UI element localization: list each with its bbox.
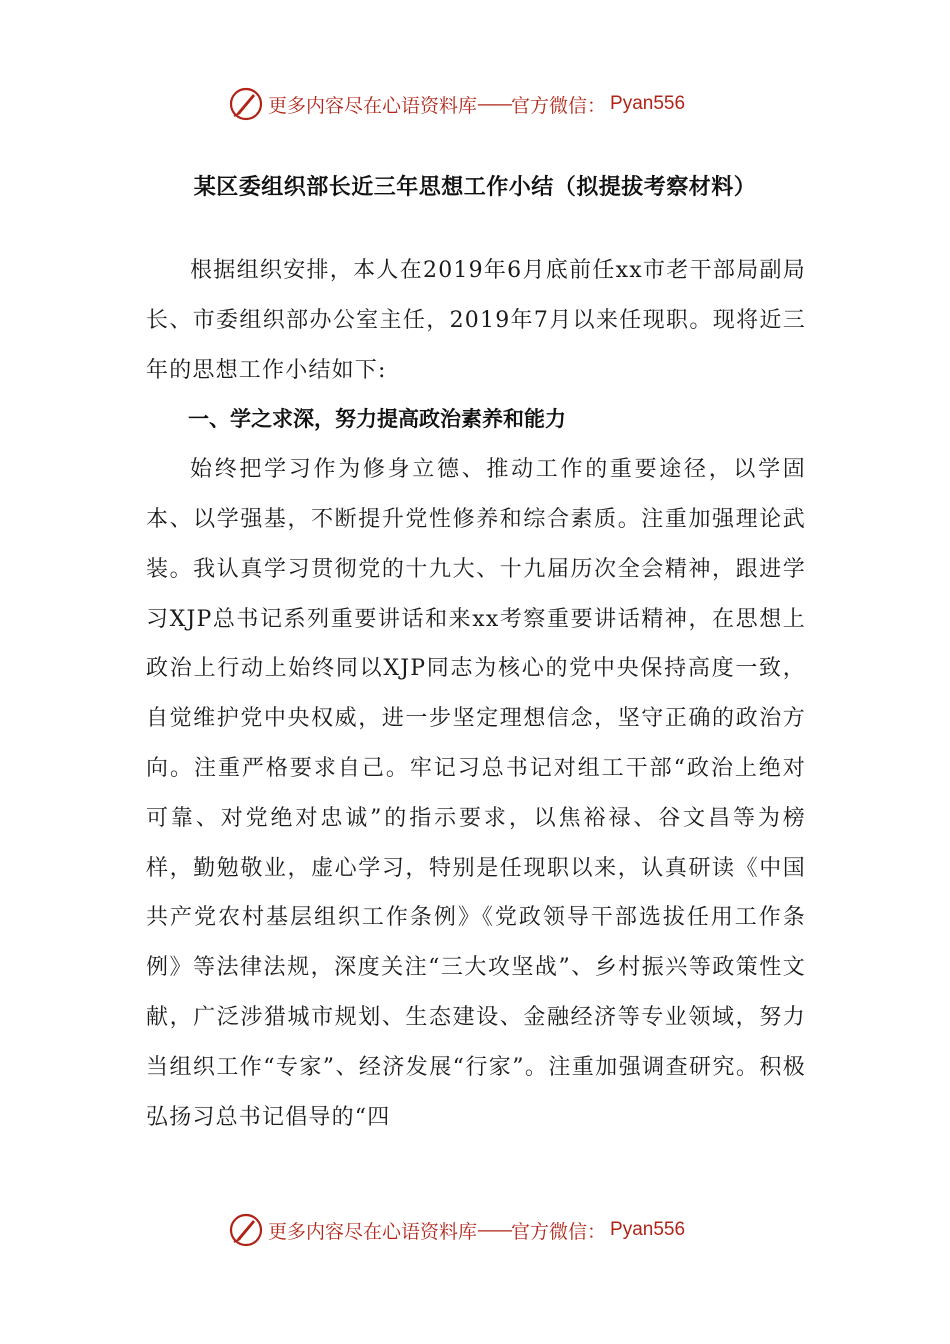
watermark-id: Pyan556 — [610, 93, 686, 114]
intro-paragraph: 根据组织安排，本人在2019年6月底前任xx市老干部局副局长、市委组织部办公室主任，2019年7月以来任现职。现将近三年的思想工作小结如下: — [146, 258, 806, 383]
quill-logo-icon — [228, 1212, 264, 1248]
watermark-contact: 官方微信： — [511, 1220, 607, 1243]
watermark-text: 更多内容尽在心语资料库 — [268, 94, 478, 117]
quill-logo-icon — [228, 86, 264, 122]
watermark-id: Pyan556 — [610, 1219, 686, 1240]
watermark-separator: —— — [477, 93, 512, 115]
document-title: 某区委组织部长近三年思想工作小结（拟提拔考察材料） — [193, 175, 757, 200]
document-body — [146, 246, 806, 1142]
section-heading: 一、学之求深，努力提高政治素养和能力 — [188, 407, 566, 432]
footer-watermark — [228, 1210, 685, 1250]
watermark-separator: —— — [477, 1219, 512, 1241]
header-watermark — [228, 84, 685, 124]
section-paragraph: 始终把学习作为修身立德、推动工作的重要途径，以学固本、以学强基，不断提升党性修养和综合素质。注重加强理论武装。我认真学习贯彻党的十九大、十九届历次全会精神，跟进学习XJP总书记系列重要讲话和来xx考察重要讲话精神，在思想上政治上行动上始终同以XJP同志为核心的党中央保持高度一致，自觉维护党中央权威，进一步坚定理想信念，坚守正确的政治方向。注重严格要求自己。牢记习总书记对组工干部“政治上绝对可靠、对党绝对忠诚”的指示要求，以焦裕禄、谷文昌等为榜样，勤勉敬业，虚心学习，特别是任现职以来，认真研读《中国共产党农村基层组织工作条例》《党政领导干部选拔任用工作条例》等法律法规，深度关注“三大攻坚战”、乡村振兴等政策性文献，广泛涉猎城市规划、生态建设、金融经济等专业领域，努力当组织工作“专家”、经济发展“行家”。注重加强调查研究。积极弘扬习总书记倡导的“四 — [146, 457, 806, 1130]
watermark-contact: 官方微信： — [511, 94, 607, 117]
watermark-text: 更多内容尽在心语资料库 — [268, 1220, 478, 1243]
